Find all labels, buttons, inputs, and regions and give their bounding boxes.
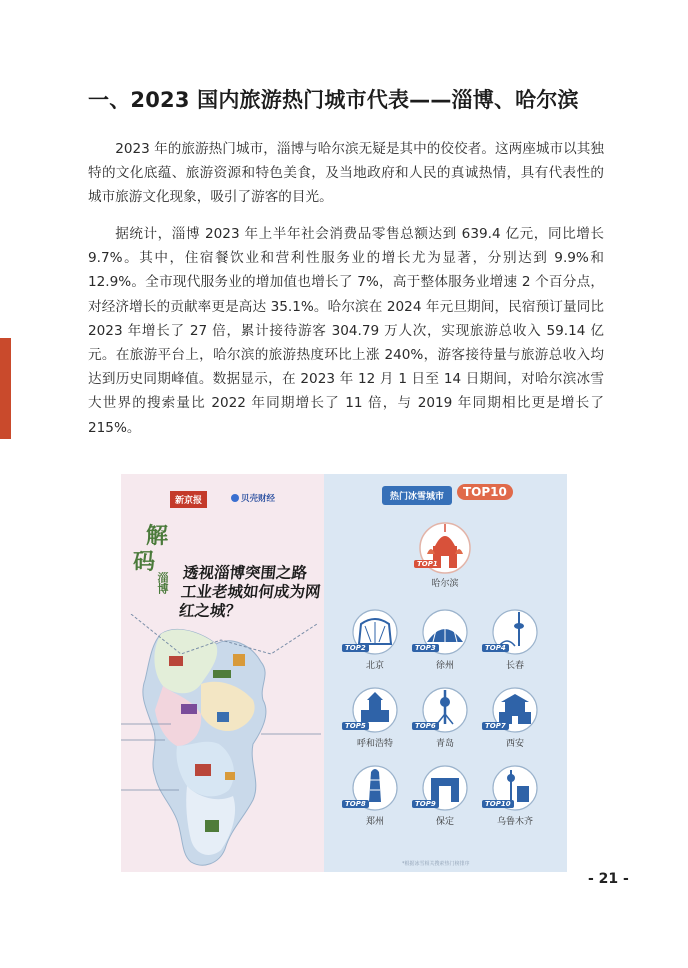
city-name-top6: 青岛 xyxy=(435,739,454,749)
paragraph-2-text: 据统计，淄博 2023 年上半年社会消费品零售总额达到 639.4 亿元，同比增长 9.7%。其中，住宿餐饮业和营利性服务业的增长尤为显著，分别达到 9.9%和 12.9%。全市现代服务业的增加值也增长了 7%，高于整体服务业增速 2 个百分点，对经济增长的贡献率更是高达 35.1%。哈尔滨在 2024 年元旦期间，民宿预订量同比 2023 年增长了 27 倍，累计接待游客 304.79 万人次，实现旅游总收入 59.14 亿元。在旅游平台上，哈尔滨的旅游热度环比上涨 240%，游客接待量与旅游总收入均达到历史同期峰值。数据显示，在 2023 年 12 月 1 日至 14 日期间，对哈尔滨冰雪大世界的搜索量比 2022 年同期增长了 11 倍，与 2019 年同期相比更是增长了 215%。 xyxy=(88,226,604,436)
city-name-top9: 保定 xyxy=(435,817,454,827)
section-heading: 一、2023 国内旅游热门城市代表——淄博、哈尔滨 xyxy=(88,88,579,112)
city-card-top3 xyxy=(410,606,480,676)
side-accent-tab xyxy=(0,338,11,439)
page-number: - 21 - xyxy=(588,871,629,887)
ranking-title: 热门冰雪城市 xyxy=(382,486,452,505)
ice-snow-city-ranking xyxy=(324,474,567,872)
city-card-top2 xyxy=(340,606,410,676)
city-name-top1: 哈尔滨 xyxy=(431,579,459,589)
city-card-top5 xyxy=(340,684,410,754)
city-name-top2: 北京 xyxy=(365,661,384,671)
xinjingbao-logo: 新京报 xyxy=(170,491,207,508)
rank-tag-top7: TOP7 xyxy=(482,722,509,730)
ranking-top10-badge: TOP10 xyxy=(457,484,513,500)
zibo-poster xyxy=(121,474,324,872)
city-card-top10 xyxy=(480,762,550,832)
beike-logo xyxy=(231,492,275,504)
rank-tag-top4: TOP4 xyxy=(482,644,509,652)
ranking-footnote: *根据冰雪相关搜索热门榜排序 xyxy=(402,861,470,867)
title-jie: 解 xyxy=(146,524,169,549)
title-zibo: 淄博 xyxy=(156,572,169,594)
city-name-top7: 西安 xyxy=(505,739,524,749)
city-card-top4 xyxy=(480,606,550,676)
infographic-figure xyxy=(121,474,567,872)
city-name-top4: 长春 xyxy=(505,661,524,671)
poster-headline: 透视淄博突围之路 工业老城如何成为网红之城？ xyxy=(178,564,322,620)
city-name-top5: 呼和浩特 xyxy=(356,739,393,749)
city-card-top7 xyxy=(480,684,550,754)
city-card-top6 xyxy=(410,684,480,754)
beike-dot-icon xyxy=(231,494,239,502)
rank-tag-top1: TOP1 xyxy=(414,560,441,568)
zibo-map-illustration xyxy=(121,614,324,872)
rank-tag-top8: TOP8 xyxy=(342,800,369,808)
city-card-top1 xyxy=(410,518,480,588)
rank-tag-top10: TOP10 xyxy=(482,800,514,808)
beike-label: 贝壳财经 xyxy=(241,494,276,504)
city-name-top8: 郑州 xyxy=(365,817,384,827)
city-card-top9 xyxy=(410,762,480,832)
city-name-top3: 徐州 xyxy=(435,661,454,671)
city-name-top10: 乌鲁木齐 xyxy=(496,817,533,827)
city-card-top8 xyxy=(340,762,410,832)
paragraph-2 xyxy=(88,222,604,440)
rank-tag-top3: TOP3 xyxy=(412,644,439,652)
rank-tag-top5: TOP5 xyxy=(342,722,369,730)
rank-tag-top6: TOP6 xyxy=(412,722,439,730)
paragraph-1-text: 2023 年的旅游热门城市，淄博与哈尔滨无疑是其中的佼佼者。这两座城市以其独特的文化底蕴、旅游资源和特色美食，及当地政府和人民的真诚热情，具有代表性的城市旅游文化现象，吸引了游客的目光。 xyxy=(88,141,604,206)
paragraph-1 xyxy=(88,137,604,210)
rank-tag-top2: TOP2 xyxy=(342,644,369,652)
title-ma: 码 xyxy=(133,550,156,575)
rank-tag-top9: TOP9 xyxy=(412,800,439,808)
